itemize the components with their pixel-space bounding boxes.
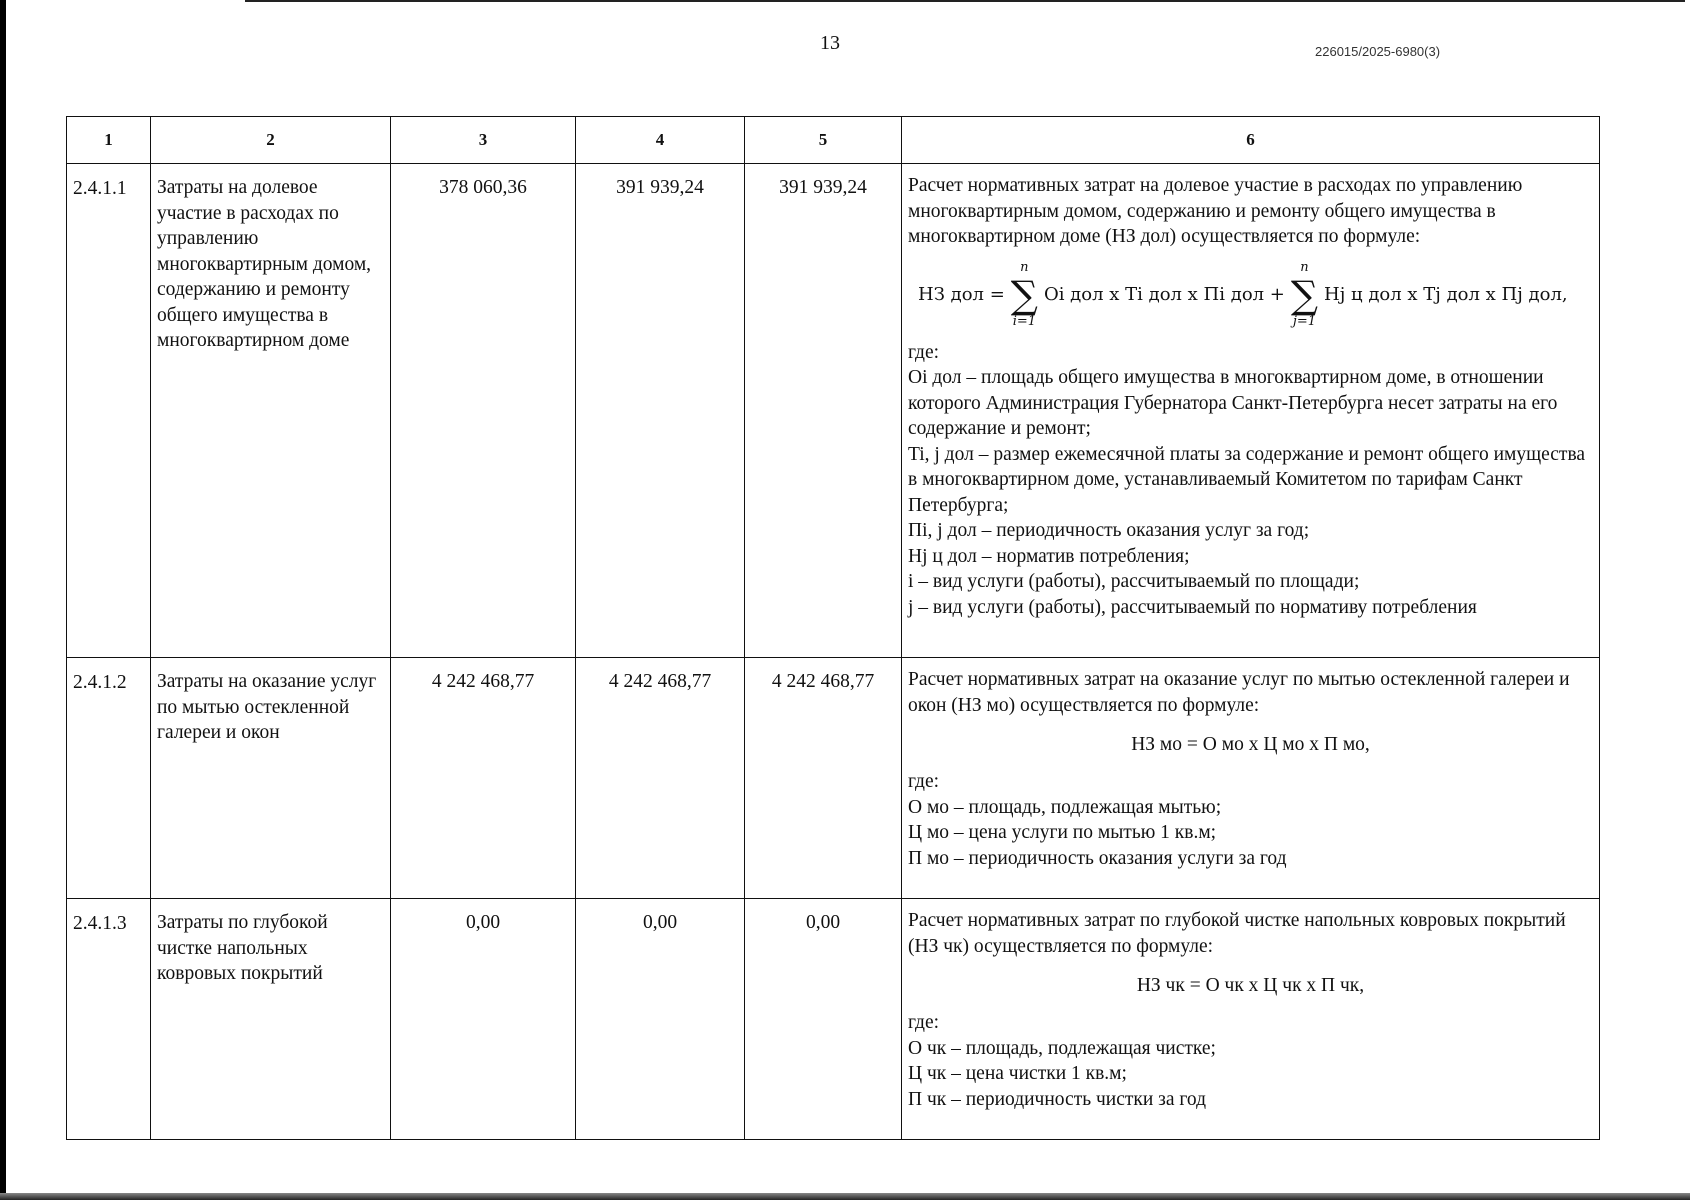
row-value-col3: 378 060,36	[391, 164, 576, 658]
formula-term-1: Oi дол x Ti дол x Пi дол +	[1043, 283, 1285, 305]
definition: Пi, j дол – периодичность оказания услуг за год;	[908, 520, 1310, 541]
row-value-col5: 4 242 468,77	[745, 658, 902, 899]
sum-upper-limit: n	[1020, 259, 1029, 275]
definition: Ti, j дол – размер ежемесячной платы за содержание и ремонт общего имущества в многоквартирном доме, устанавливаемый Комитетом по тарифам Санкт Петербурга;	[908, 443, 1586, 516]
definition: П мо – периодичность оказания услуги за год	[908, 847, 1287, 869]
column-header-1: 1	[67, 117, 151, 164]
row-value-col5: 0,00	[745, 899, 902, 1140]
definition: i – вид услуги (работы), рассчитываемый по площади;	[908, 571, 1360, 592]
sum-upper-limit: n	[1300, 259, 1309, 275]
definition: Ц чк – цена чистки 1 кв.м;	[908, 1063, 1127, 1084]
definition: О мо – площадь, подлежащая мытью;	[908, 796, 1222, 818]
row-name: Затраты по глубокой чистке напольных ковровых покрытий	[151, 899, 391, 1140]
column-header-6: 6	[902, 117, 1600, 164]
definition: Ц мо – цена услуги по мытью 1 кв.м;	[908, 822, 1217, 843]
table-row	[67, 658, 1600, 899]
row-code: 2.4.1.3	[67, 899, 151, 1140]
page-number: 13	[820, 32, 840, 54]
definition: j – вид услуги (работы), рассчитываемый по нормативу потребления	[908, 596, 1477, 618]
sigma-icon: ∑	[1290, 272, 1319, 317]
where-label: где:	[908, 341, 940, 363]
scan-edge-bottom	[0, 1193, 1690, 1200]
definition: Oi дол – площадь общего имущества в многоквартирном доме, в отношении которого Администрация Губернатора Санкт-Петербурга несет затраты на его содержание и ремонт;	[908, 367, 1558, 439]
norms-table	[66, 116, 1600, 1140]
scan-edge-left	[0, 0, 6, 1200]
column-header-4: 4	[576, 117, 745, 164]
summation-i	[1011, 260, 1038, 330]
formula: НЗ мо = О мо x Ц мо x П мо,	[1131, 734, 1370, 755]
formula-term-2: Hj ц дол x Tj дол x Пj дол,	[1324, 283, 1568, 305]
row-value-col4: 391 939,24	[576, 164, 745, 658]
sum-lower-limit: j=1	[1292, 313, 1317, 329]
summation-j	[1291, 260, 1318, 330]
definition: Hj ц дол – норматив потребления;	[908, 545, 1190, 567]
row-value-col5: 391 939,24	[745, 164, 902, 658]
row-description	[902, 658, 1600, 899]
row-code: 2.4.1.2	[67, 658, 151, 899]
scan-edge-top	[245, 0, 1685, 2]
row-value-col4: 4 242 468,77	[576, 658, 745, 899]
row-description	[902, 164, 1600, 658]
formula	[908, 250, 1593, 340]
row-value-col3: 0,00	[391, 899, 576, 1140]
formula: НЗ чк = О чк x Ц чк x П чк,	[1136, 975, 1365, 996]
column-header-2: 2	[151, 117, 391, 164]
where-label: где:	[908, 771, 940, 792]
table-header-row	[67, 117, 1600, 164]
column-header-3: 3	[391, 117, 576, 164]
where-label: где:	[908, 1012, 940, 1033]
description-intro: Расчет нормативных затрат по глубокой чистке напольных ковровых покрытий (НЗ чк) осуществляется по формуле:	[908, 910, 1566, 957]
row-value-col4: 0,00	[576, 899, 745, 1140]
definition: О чк – площадь, подлежащая чистке;	[908, 1037, 1216, 1059]
description-intro: Расчет нормативных затрат на оказание услуг по мытью остекленной галереи и окон (НЗ мо) осуществляется по формуле:	[908, 669, 1570, 716]
column-header-5: 5	[745, 117, 902, 164]
formula-lhs: НЗ дол =	[918, 283, 1005, 305]
description-intro: Расчет нормативных затрат на долевое участие в расходах по управлению многоквартирным домом, содержанию и ремонту общего имущества в многоквартирном доме (НЗ дол) осуществляется по формуле:	[908, 175, 1523, 247]
row-name: Затраты на оказание услуг по мытью остекленной галереи и окон	[151, 658, 391, 899]
row-value-col3: 4 242 468,77	[391, 658, 576, 899]
document-code: 226015/2025-6980(3)	[1315, 44, 1441, 59]
table-row	[67, 164, 1600, 658]
row-code: 2.4.1.1	[67, 164, 151, 658]
table-row	[67, 899, 1600, 1140]
sigma-icon: ∑	[1010, 272, 1038, 317]
sum-lower-limit: i=1	[1012, 313, 1037, 329]
row-description	[902, 899, 1600, 1140]
row-name: Затраты на долевое участие в расходах по управлению многоквартирным домом, содержанию и ремонту общего имущества в многоквартирном доме	[151, 164, 391, 658]
definition: П чк – периодичность чистки за год	[908, 1088, 1207, 1110]
